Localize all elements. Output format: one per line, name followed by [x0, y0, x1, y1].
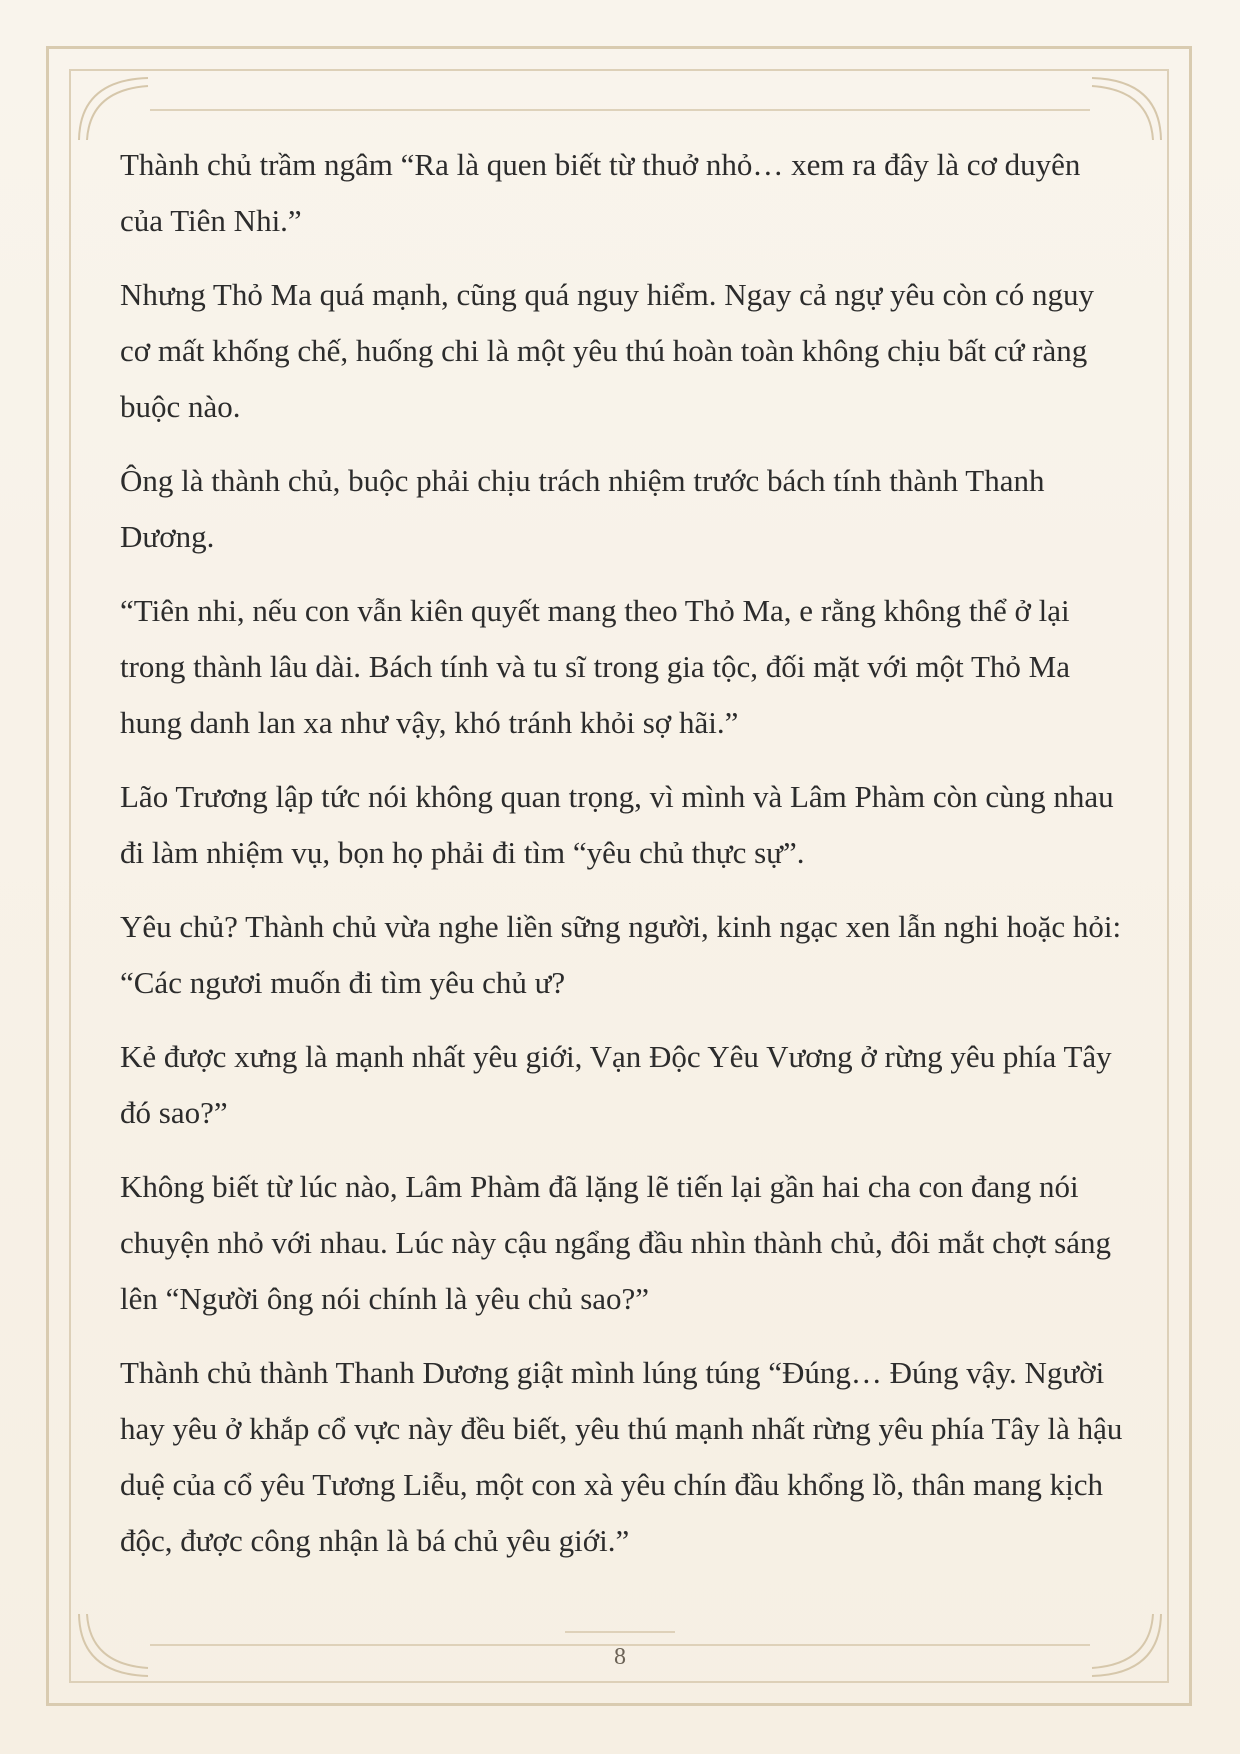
paragraph: Lão Trương lập tức nói không quan trọng, vì mình và Lâm Phàm còn cùng nhau đi làm nhiệm vụ, bọn họ phải đi tìm “yêu chủ thực sự”. [120, 779, 1114, 870]
paragraph: Nhưng Thỏ Ma quá mạnh, cũng quá nguy hiểm. Ngay cả ngự yêu còn có nguy cơ mất khống chế, huống chi là một yêu thú hoàn toàn không chịu bất cứ ràng buộc nào. [120, 277, 1095, 424]
paragraph: Yêu chủ? Thành chủ vừa nghe liền sững người, kinh ngạc xen lẫn nghi hoặc hỏi: “Các ngươi muốn đi tìm yêu chủ ư? [120, 909, 1122, 1000]
page-number: 8 [614, 1644, 626, 1670]
paragraph: Thành chủ thành Thanh Dương giật mình lúng túng “Đúng… Đúng vậy. Người hay yêu ở khắp cổ vực này đều biết, yêu thú mạnh nhất rừng yêu phía Tây là hậu duệ của cổ yêu Tương Liễu, một con xà yêu chín đầu khổng lồ, thân mang kịch độc, được công nhận là bá chủ yêu giới.” [120, 1355, 1123, 1558]
paragraph: Thành chủ trầm ngâm “Ra là quen biết từ thuở nhỏ… xem ra đây là cơ duyên của Tiên Nhi.” [120, 147, 1081, 238]
paragraph: “Tiên nhi, nếu con vẫn kiên quyết mang theo Thỏ Ma, e rằng không thể ở lại trong thành lâu dài. Bách tính và tu sĩ trong gia tộc, đối mặt với một Thỏ Ma hung danh lan xa như vậy, khó tránh khỏi sợ hãi.” [120, 593, 1070, 740]
paragraph: Kẻ được xưng là mạnh nhất yêu giới, Vạn Độc Yêu Vương ở rừng yêu phía Tây đó sao?” [120, 1039, 1112, 1130]
paragraph: Ông là thành chủ, buộc phải chịu trách nhiệm trước bách tính thành Thanh Dương. [120, 463, 1045, 554]
story-text [120, 137, 1125, 1587]
paragraph: Không biết từ lúc nào, Lâm Phàm đã lặng lẽ tiến lại gần hai cha con đang nói chuyện nhỏ với nhau. Lúc này cậu ngẩng đầu nhìn thành chủ, đôi mắt chợt sáng lên “Người ông nói chính là yêu chủ sao?” [120, 1169, 1111, 1316]
